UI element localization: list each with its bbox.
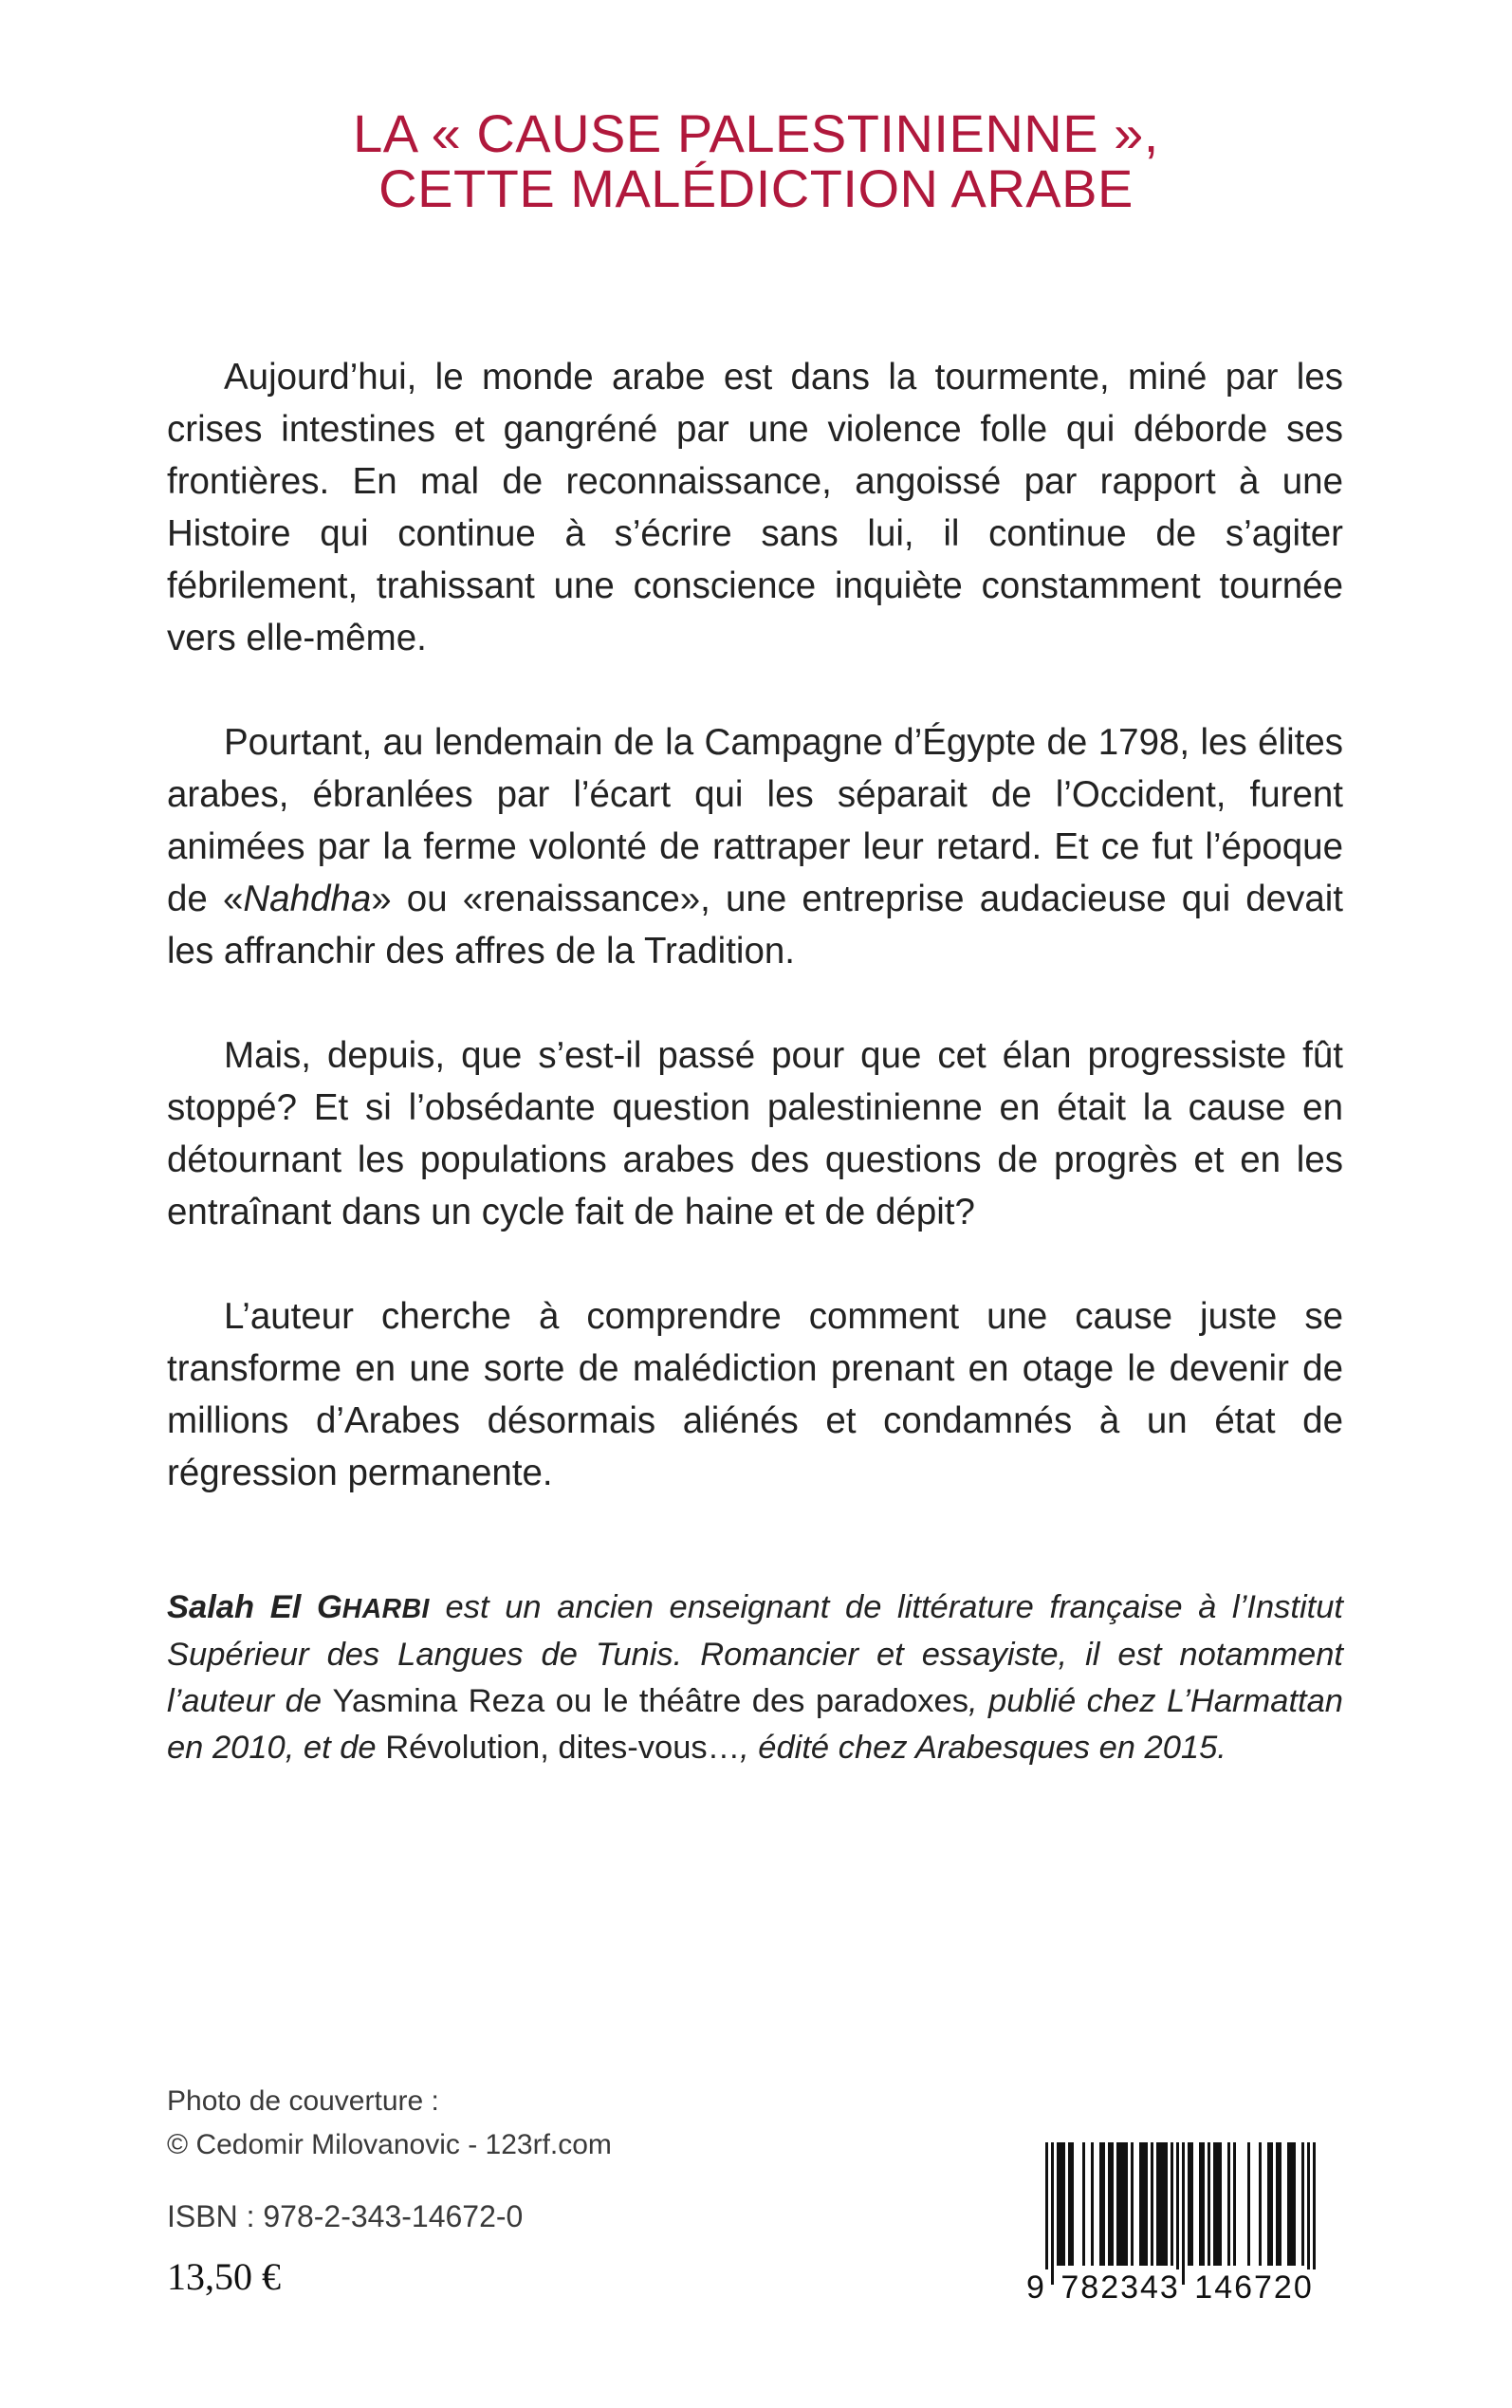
barcode-bar [1145,2142,1148,2266]
barcode-bar [1102,2142,1105,2266]
barcode-bar [1219,2142,1222,2266]
barcode-bar [1165,2142,1168,2266]
bio-text-2: , publié chez L’Harmattan en 2010, et de [167,1683,1343,1766]
barcode-right-group: 146720 [1194,2269,1314,2306]
barcode-bar [1131,2142,1134,2266]
barcode-bar [1213,2142,1216,2266]
barcode-left-group: 782343 [1060,2269,1180,2306]
summary-p2-part-b: » ou «renaissance», une entreprise audacieuse qui devait les affranchir des affres de la Tradition. [167,879,1343,972]
summary-paragraph-2 [167,716,1343,977]
barcode-bar [1071,2142,1074,2266]
barcode-bar [1290,2142,1293,2266]
barcode-bar [1216,2142,1219,2266]
barcode-bar [1082,2142,1085,2266]
barcode-first-digit: 9 [1026,2269,1046,2306]
barcode-bar [1182,2142,1185,2285]
photo-credits [167,2080,612,2167]
barcode-bar [1171,2142,1173,2266]
barcode-bar [1227,2142,1230,2266]
barcode-bar [1267,2142,1270,2266]
barcode-bar [1202,2142,1205,2266]
book-title [190,103,1322,218]
photo-credit-label: Photo de couverture : [167,2085,439,2117]
barcode-bar [1276,2142,1279,2266]
barcode-bar [1188,2142,1190,2266]
barcode-bar [1051,2142,1054,2285]
barcode-bar [1139,2142,1142,2266]
bio-text-1: est un ancien enseignant de littérature française à l’Institut Supérieur des Langues de Tunis. Romancier et essayiste, il est notamment l’auteur de [167,1589,1343,1719]
barcode-bar [1301,2142,1304,2266]
summary-paragraph-4: L’auteur cherche à comprendre comment une cause juste se transforme en une sorte de malédiction prenant en otage le devenir de millions d’Arabes désormais aliénés et condamnés à un état de régression permanente. [167,1296,1343,1493]
barcode-bar [1247,2142,1250,2266]
summary-text [167,351,1343,1551]
barcode-bar [1057,2142,1060,2266]
barcode-bar [1199,2142,1202,2266]
summary-p2-emphasis: Nahdha [243,879,372,919]
barcode-bar [1111,2142,1114,2266]
bio-book-2: Révolution, dites-vous… [385,1730,741,1766]
barcode-bar [1159,2142,1162,2266]
price-label: 13,50 € [167,2255,281,2298]
barcode-bar [1091,2142,1094,2266]
barcode-bar [1287,2142,1290,2266]
barcode-bar [1208,2142,1210,2266]
barcode-bar [1162,2142,1165,2266]
author-bio [167,1584,1343,1771]
author-name: Salah El GHARBI [167,1589,430,1625]
barcode-bar [1270,2142,1273,2266]
bio-text-3: , édité chez Arabesques en 2015. [740,1730,1226,1766]
barcode-bar [1279,2142,1282,2266]
barcode-bar [1313,2142,1316,2285]
barcode-bar [1068,2142,1071,2266]
barcode-bar [1190,2142,1193,2266]
barcode-bar [1062,2142,1065,2266]
barcode-bar [1156,2142,1159,2266]
photo-credit-value: © Cedomir Milovanovic - 123rf.com [167,2129,612,2160]
summary-paragraph-3: Mais, depuis, que s’est-il passé pour que cet élan progressiste fût stoppé? Et si l’obsédante question palestinienne en était la cause en détournant les populations arabes des questions de progrès et en les entraînant dans un cycle fait de haine et de dépit? [167,1035,1343,1232]
barcode-bar [1307,2142,1310,2285]
barcode-bar [1142,2142,1145,2266]
barcode-bar [1151,2142,1153,2266]
barcode-bar [1293,2142,1296,2266]
barcode-bar [1176,2142,1179,2285]
barcode-bar [1116,2142,1119,2266]
barcode-bar [1099,2142,1102,2266]
barcode-bar [1045,2142,1048,2285]
barcode-digits [1024,2269,1337,2306]
barcode-bar [1108,2142,1111,2266]
barcode-bar [1060,2142,1062,2266]
barcode-bar [1119,2142,1122,2266]
summary-p2-part-a: Pourtant, au lendemain de la Campagne d’Égypte de 1798, les élites arabes, ébranlées par l’écart qui les séparait de l’Occident, furent animées par la ferme volonté de rattraper leur retard. Et ce fut l’époque de « [167,722,1343,919]
barcode-bar [1122,2142,1125,2266]
summary-paragraph-1: Aujourd’hui, le monde arabe est dans la tourmente, miné par les crises intestines et gangréné par une violence folle qui déborde ses frontières. En mal de reconnaissance, angoissé par rapport à une Histoire qui continue à s’écrire sans lui, il continue de s’agiter fébrilement, trahissant une conscience inquiète constamment tournée vers elle-même. [167,357,1343,658]
barcode-bar [1259,2142,1262,2266]
bio-book-1: Yasmina Reza ou le théâtre des paradoxes [332,1683,968,1719]
title-line-2: CETTE MALÉDICTION ARABE [378,158,1134,218]
isbn-label: ISBN : 978-2-343-14672-0 [167,2199,524,2233]
title-line-1: LA « CAUSE PALESTINIENNE », [353,103,1159,163]
barcode-bar [1125,2142,1128,2266]
barcode-bar [1233,2142,1236,2266]
